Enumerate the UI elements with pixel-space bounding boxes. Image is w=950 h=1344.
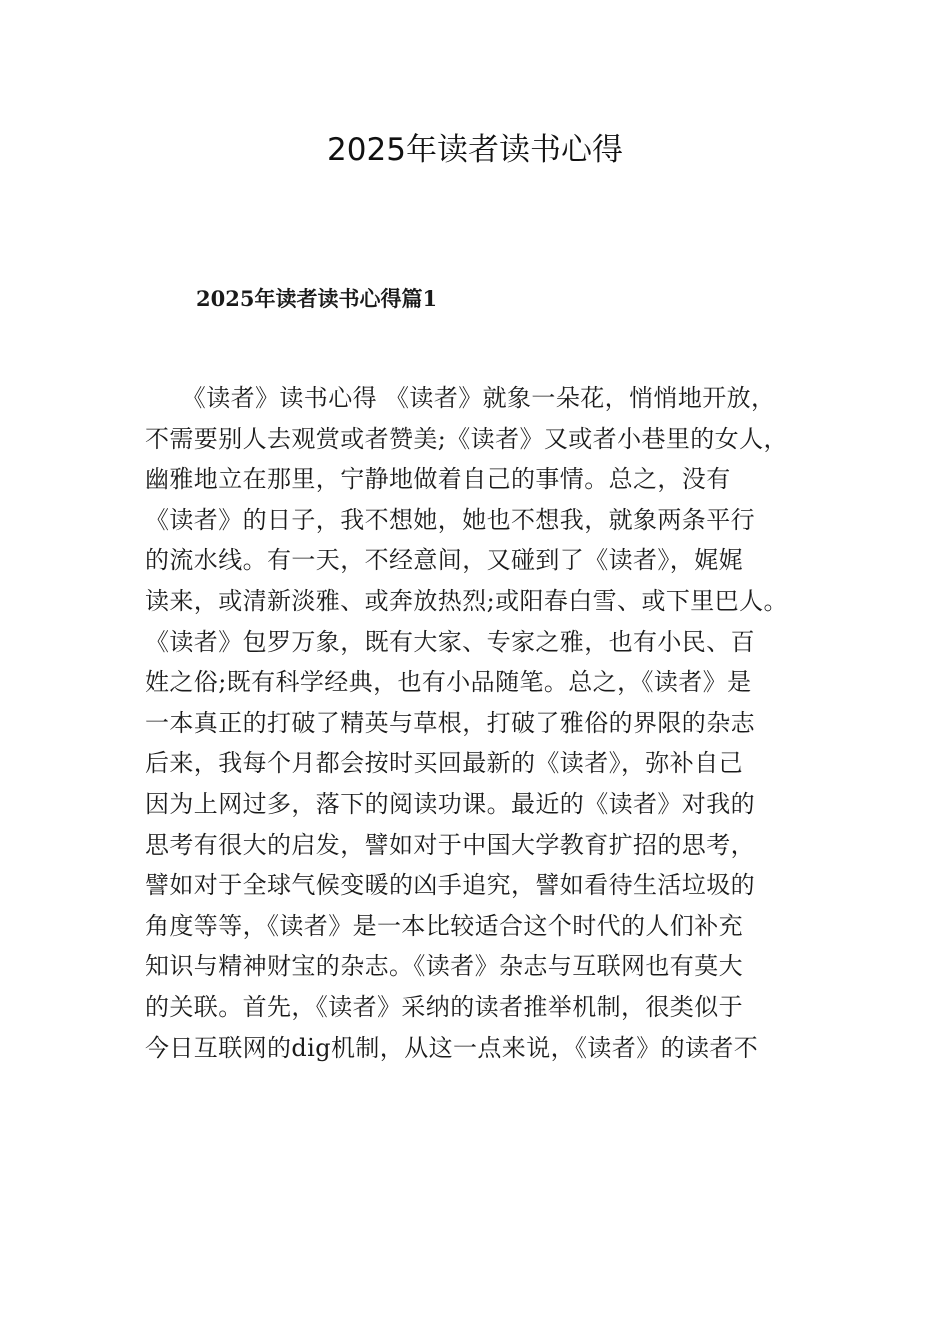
- section-heading: 2025年读者读书心得篇1: [196, 286, 438, 311]
- body-line: 不需要别人去观赏或者赞美;《读者》又或者小巷里的女人，: [145, 424, 788, 453]
- body-line: 姓之俗;既有科学经典，也有小品随笔。总之，《读者》是: [145, 668, 752, 697]
- body-text: [145, 378, 835, 1068]
- body-line: 一本真正的打破了精英与草根，打破了雅俗的界限的杂志: [145, 708, 755, 737]
- body-line: 读来，或清新淡雅、或奔放热烈;或阳春白雪、或下里巴人。: [145, 586, 788, 615]
- body-line: 《读者》的日子，我不想她，她也不想我，就象两条平行: [145, 505, 755, 534]
- body-line: 《读者》包罗万象，既有大家、专家之雅，也有小民、百: [145, 627, 755, 656]
- body-line: 的关联。首先，《读者》采纳的读者推举机制，很类似于: [145, 992, 743, 1021]
- body-line: 后来，我每个月都会按时买回最新的《读者》，弥补自己: [145, 749, 743, 778]
- body-line: 譬如对于全球气候变暖的凶手追究，譬如看待生活垃圾的: [145, 871, 755, 900]
- body-line: 今日互联网的dig机制，从这一点来说，《读者》的读者不: [145, 1033, 759, 1062]
- document-title: 2025年读者读书心得: [327, 132, 623, 168]
- body-line: 知识与精神财宝的杂志。《读者》杂志与互联网也有莫大: [145, 952, 743, 981]
- body-line: 角度等等，《读者》是一本比较适合这个时代的人们补充: [145, 911, 743, 940]
- body-line: 的流水线。有一天，不经意间，又碰到了《读者》，娓娓: [145, 546, 743, 575]
- body-line: 因为上网过多，落下的阅读功课。最近的《读者》对我的: [145, 789, 755, 818]
- body-line: 《读者》读书心得 《读者》就象一朵花，悄悄地开放，: [145, 384, 776, 412]
- body-line: 幽雅地立在那里，宁静地做着自己的事情。总之，没有: [145, 465, 731, 494]
- body-line: 思考有很大的启发，譬如对于中国大学教育扩招的思考，: [145, 830, 755, 859]
